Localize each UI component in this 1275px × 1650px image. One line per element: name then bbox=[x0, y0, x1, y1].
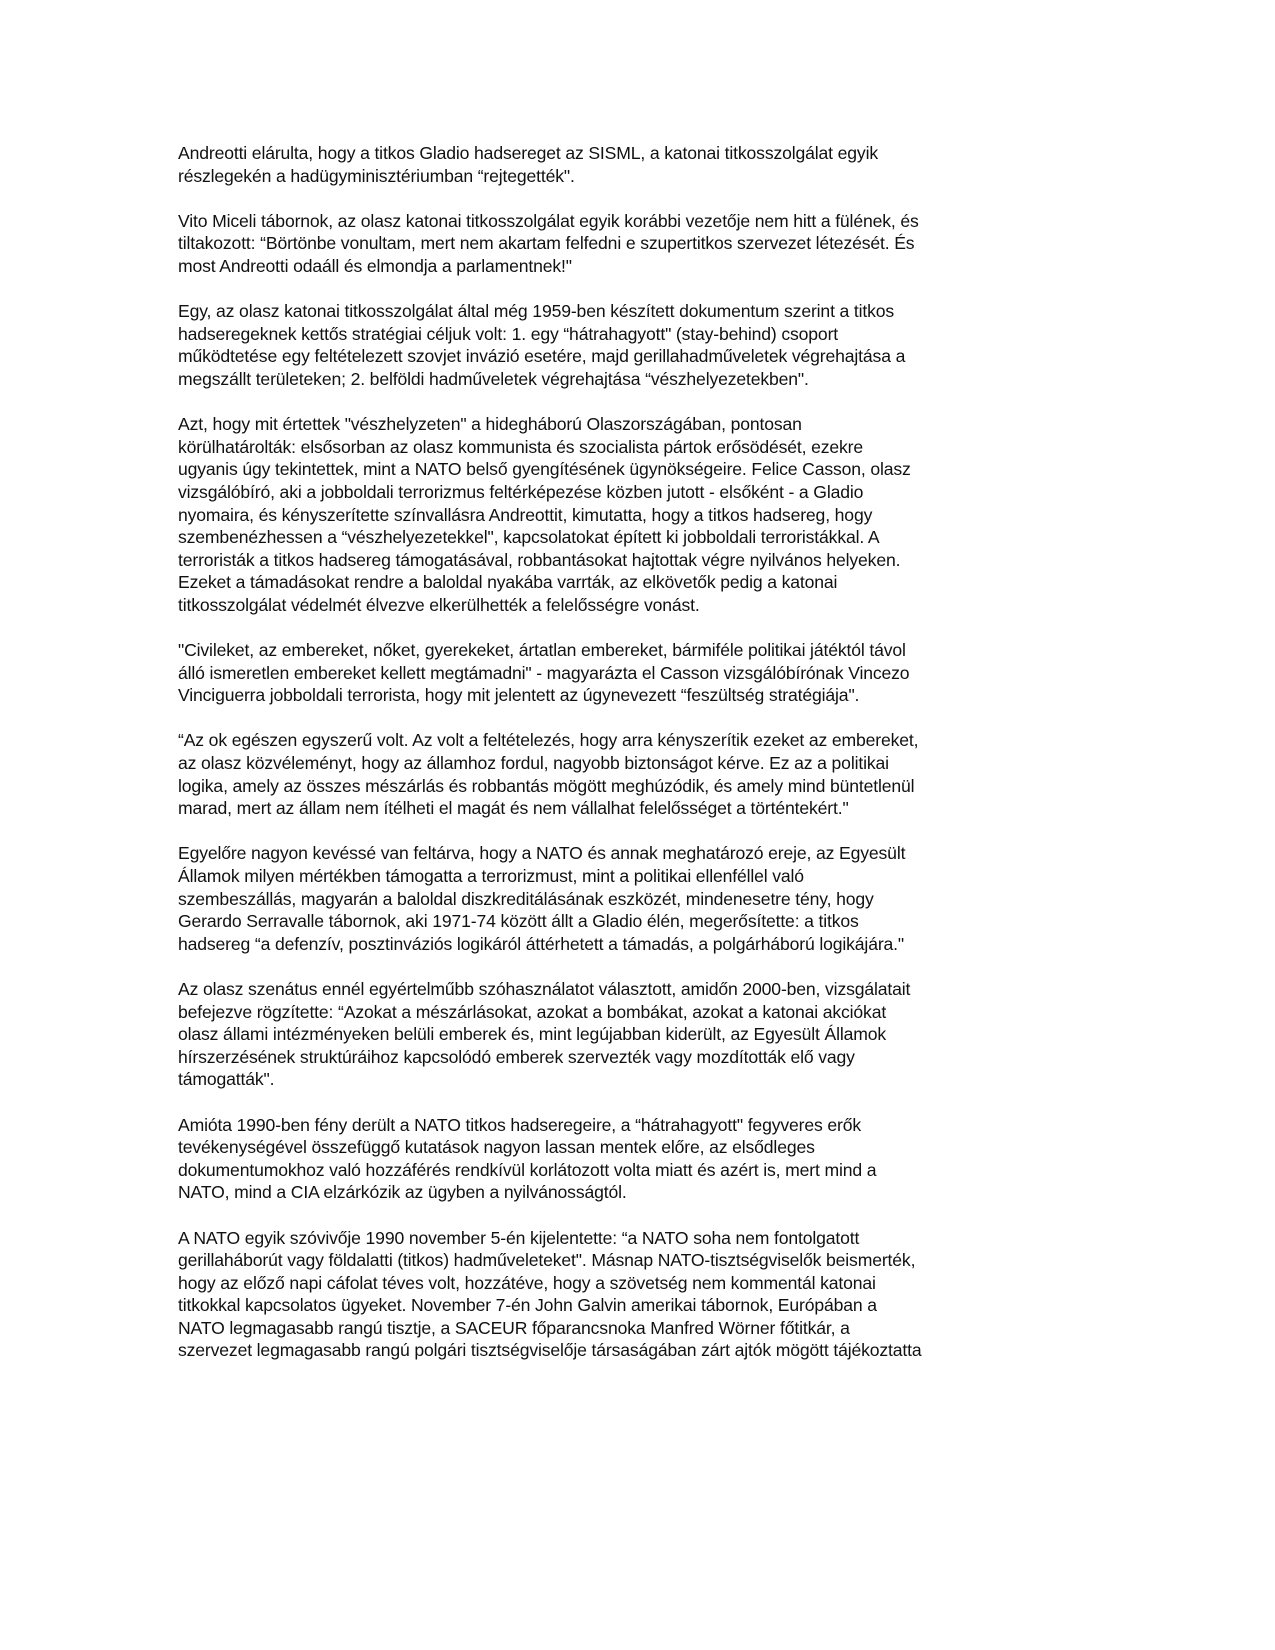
text-line: Andreotti elárulta, hogy a titkos Gladio hadsereget az SISML, a katonai titkosszolgálat egyik bbox=[178, 143, 878, 163]
text-line: az olasz közvéleményt, hogy az államhoz fordul, nagyobb biztonságot kérve. Ez az a politikai bbox=[178, 753, 889, 774]
text-line: Vito Miceli tábornok, az olasz katonai titkosszolgálat egyik korábbi vezetője nem hitt a fülének, és bbox=[178, 210, 919, 231]
text-line: Gerardo Serravalle tábornok, aki 1971-74 között állt a Gladio élén, megerősítette: a titkos bbox=[178, 911, 859, 932]
text-line: Amióta 1990-ben fény derült a NATO titkos hadseregeire, a “hátrahagyott" fegyveres erők bbox=[178, 1114, 861, 1135]
text-line: befejezve rögzítette: “Azokat a mészárlásokat, azokat a bombákat, azokat a katonai akciókat bbox=[178, 1001, 887, 1022]
text-line: részlegekén a hadügyminisztériumban “rejtegették". bbox=[178, 165, 575, 186]
text-line: hadsereg “a defenzív, posztinváziós logikáról áttérhetett a támadás, a polgárháború logikájára." bbox=[178, 933, 905, 954]
text-line: dokumentumokhoz való hozzáférés rendkívül korlátozott volta miatt és azért is, mert mind a bbox=[178, 1159, 877, 1180]
text-line: hadseregeknek kettős stratégiai céljuk volt: 1. egy “hátrahagyott" (stay-behind) csoport bbox=[178, 323, 839, 344]
paragraph-nato-spokesman bbox=[178, 1227, 1038, 1363]
paragraph-research bbox=[178, 1114, 1038, 1204]
text-line: terroristák a titkos hadsereg támogatásával, robbantásokat hajtottak végre nyilvános helyeken. bbox=[178, 549, 901, 570]
text-line: titkokkal kapcsolatos ügyeket. November 7-én John Galvin amerikai tábornok, Európában a bbox=[178, 1295, 877, 1316]
text-line: NATO legmagasabb rangú tisztje, a SACEUR főparancsnoka Manfred Wörner főtitkár, a bbox=[178, 1317, 850, 1338]
text-line: Ezeket a támadásokat rendre a baloldal nyakába varrták, az elkövetők pedig a katonai bbox=[178, 572, 838, 593]
paragraph-andreotti bbox=[178, 142, 1038, 187]
text-line: vizsgálóbíró, aki a jobboldali terrorizmus feltérképezése közben jutott - elsőként - a Gladio bbox=[178, 481, 864, 502]
text-line: Azt, hogy mit értettek "vészhelyzeten" a hidegháború Olaszországában, pontosan bbox=[178, 414, 802, 435]
text-line: titkosszolgálat védelmét élvezve elkerülhették a felelősségre vonást. bbox=[178, 594, 700, 615]
text-line: marad, mert az állam nem ítélheti el magát és nem vállalhat felelősséget a történtekért." bbox=[178, 798, 849, 819]
text-line: olasz állami intézményeken belüli emberek és, mint legújabban kiderült, az Egyesült Államok bbox=[178, 1024, 887, 1045]
text-line: NATO, mind a CIA elzárkózik az ügyben a nyilvánosságtól. bbox=[178, 1182, 627, 1203]
text-line: Az olasz szenátus ennél egyértelműbb szóhasználatot választott, amidőn 2000-ben, vizsgálatait bbox=[178, 978, 911, 999]
text-line: tevékenységével összefüggő kutatások nagyon lassan mentek előre, az elsődleges bbox=[178, 1137, 815, 1158]
text-line: szervezet legmagasabb rangú polgári tisztségviselője társaságában zárt ajtók mögött tájékoztatta bbox=[178, 1340, 922, 1361]
paragraph-emergency bbox=[178, 413, 1038, 616]
paragraph-reason-quote bbox=[178, 729, 1038, 819]
text-line: Államok milyen mértékben támogatta a terrorizmust, mint a politikai ellenféllel való bbox=[178, 866, 804, 886]
text-line: gerillaháborút vagy földalatti (titkos) hadműveleteket". Másnap NATO-tisztségviselők beismerték, bbox=[178, 1250, 916, 1271]
paragraph-us-support bbox=[178, 842, 1038, 955]
paragraph-senate bbox=[178, 978, 1038, 1091]
text-line: "Civileket, az embereket, nőket, gyerekeket, ártatlan embereket, bármiféle politikai játéktól távol bbox=[178, 640, 906, 661]
text-line: Egyelőre nagyon kevéssé van feltárva, hogy a NATO és annak meghatározó ereje, az Egyesült bbox=[178, 843, 906, 864]
text-line: működtetése egy feltételezett szovjet invázió esetére, majd gerillahadműveletek végrehajtása a bbox=[178, 346, 906, 367]
paragraph-1959-document bbox=[178, 300, 1038, 390]
paragraph-civilians-quote bbox=[178, 639, 1038, 707]
text-line: tiltakozott: “Börtönbe vonultam, mert nem akartam felfedni e szupertitkos szervezet létezését. És bbox=[178, 233, 915, 254]
text-line: ugyanis úgy tekintettek, mint a NATO belső gyengítésének ügynökségeire. Felice Casson, olasz bbox=[178, 459, 911, 480]
text-line: logika, amely az összes mészárlás és robbantás mögött meghúzódik, és amely mind büntetlenül bbox=[178, 775, 915, 796]
text-line: szembenézhessen a “vészhelyezetekkel", kapcsolatokat épített ki jobboldali terroristákkal. A bbox=[178, 527, 880, 548]
text-line: nyomaira, és kényszerítette színvallásra Andreottit, kimutatta, hogy a titkos hadsereg, hogy bbox=[178, 504, 873, 525]
text-line: Vinciguerra jobboldali terrorista, hogy mit jelentett az úgynevezett “feszültség stratégiája". bbox=[178, 685, 860, 706]
text-line: Egy, az olasz katonai titkosszolgálat által még 1959-ben készített dokumentum szerint a titkos bbox=[178, 301, 895, 322]
text-line: most Andreotti odaáll és elmondja a parlamentnek!" bbox=[178, 255, 572, 276]
text-line: körülhatárolták: elsősorban az olasz kommunista és szocialista pártok erősödését, ezekre bbox=[178, 436, 864, 457]
text-line: hírszerzésének struktúráihoz kapcsolódó emberek szervezték vagy mozdították elő vagy bbox=[178, 1046, 855, 1067]
text-line: megszállt területeken; 2. belföldi hadműveletek végrehajtása “vészhelyezetekben". bbox=[178, 368, 809, 389]
text-line: “Az ok egészen egyszerű volt. Az volt a feltételezés, hogy arra kényszerítik ezeket az embereket, bbox=[178, 730, 919, 751]
text-line: A NATO egyik szóvivője 1990 november 5-én kijelentette: “a NATO soha nem fontolgatott bbox=[178, 1227, 860, 1248]
text-line: hogy az előző napi cáfolat téves volt, hozzátéve, hogy a szövetség nem kommentál katonai bbox=[178, 1272, 876, 1293]
text-line: álló ismeretlen embereket kellett megtámadni" - magyarázta el Casson vizsgálóbírónak Vincezo bbox=[178, 662, 910, 683]
text-line: szembeszállás, magyarán a baloldal diszkreditálásának eszközét, mindenesetre tény, hogy bbox=[178, 888, 874, 909]
document-page bbox=[178, 142, 1038, 1385]
text-line: támogatták". bbox=[178, 1069, 275, 1090]
paragraph-miceli bbox=[178, 210, 1038, 278]
